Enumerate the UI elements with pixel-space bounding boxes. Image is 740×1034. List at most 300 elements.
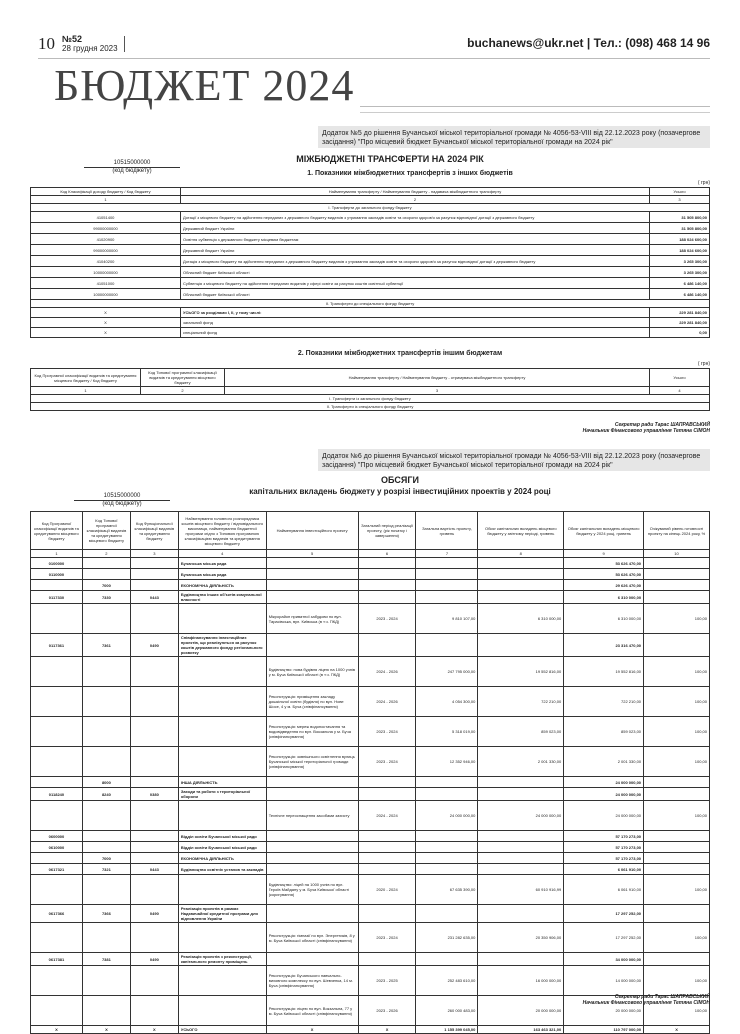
issue-info [62, 35, 118, 53]
table-cell: Бучанська міська рада [178, 569, 266, 580]
table-cell [358, 558, 416, 569]
table-cell [358, 580, 416, 591]
table-cell: 100,00 [644, 717, 710, 747]
table-cell: 7330 [82, 591, 130, 604]
table-cell: ЕКОНОМІЧНА ДІЯЛЬНІСТЬ [178, 853, 266, 864]
table-cell: 6 [358, 550, 416, 558]
table-cell: 100,00 [644, 687, 710, 717]
table-cell: Будівництво інших об'єктів комунальної власності [178, 591, 266, 604]
table-cell: X [266, 1026, 358, 1034]
table-row [31, 558, 710, 569]
table-cell: 31 505 800,00 [650, 212, 710, 223]
table-cell [416, 580, 478, 591]
table-section-row [31, 204, 710, 212]
table-cell [644, 777, 710, 788]
table-cell: 57 170 273,00 [564, 831, 644, 842]
table-header-row [31, 512, 710, 550]
table-cell [31, 853, 83, 864]
table-section-row: II. Трансферти із спеціального фонду бюджету [31, 403, 710, 411]
table-cell [358, 831, 416, 842]
table-cell: 34 000 000,00 [564, 953, 644, 966]
table-cell [416, 634, 478, 657]
col-header: Код Програмної класифікації видатків та кредитування місцевого бюджету / Код бюджету [31, 369, 141, 387]
table-cell: 16 000 000,00 [478, 966, 564, 996]
table-cell [416, 953, 478, 966]
doc2-title: ОБСЯГИ [381, 475, 419, 485]
table-cell [31, 747, 83, 777]
table-cell [266, 905, 358, 923]
table-cell: 10000000000 [31, 289, 181, 300]
table-cell: Будівництво: нова будівля ліцею на 1000 учнів у м. Буча Київської області (в т.ч. ПКД) [266, 657, 358, 687]
table-cell [82, 842, 130, 853]
col-header: Усього [650, 369, 710, 387]
title-rule-2 [360, 112, 710, 113]
table-cell [644, 558, 710, 569]
table-cell: 99000000000 [31, 245, 181, 256]
table-cell: 19 552 816,00 [564, 657, 644, 687]
table-cell: Реконструкція: ліцею по вул. Вокзальна, 77 у м. Буча Київської області (співфінансування) [266, 996, 358, 1026]
table-cell: X [130, 1026, 178, 1034]
doc1-budget-code: 10515000000 (код бюджету) [84, 160, 180, 174]
table-cell [416, 591, 478, 604]
table-num-row [31, 550, 710, 558]
table-cell [130, 569, 178, 580]
table-cell [130, 604, 178, 634]
table-row [31, 905, 710, 923]
table-cell: 8240 [82, 788, 130, 801]
table-row [31, 212, 710, 223]
table-cell: 7366 [82, 905, 130, 923]
table-cell [130, 580, 178, 591]
table-cell: 17 297 252,00 [564, 923, 644, 953]
table-cell [478, 580, 564, 591]
table-num-row [31, 196, 710, 204]
table-cell: 99000000000 [31, 223, 181, 234]
table-cell: 7000 [82, 580, 130, 591]
table-cell [416, 842, 478, 853]
table-cell [130, 853, 178, 864]
table-cell: Бучанська міська рада [178, 558, 266, 569]
table-cell [416, 777, 478, 788]
table-cell [416, 558, 478, 569]
table-cell: 3 [650, 196, 710, 204]
table-cell: 53 626 470,00 [564, 558, 644, 569]
table-cell [266, 634, 358, 657]
table-cell: 0490 [130, 953, 178, 966]
table-cell [31, 996, 83, 1026]
table-cell: 0117361 [31, 634, 83, 657]
doc1-part2-title: 2. Показники міжбюджетних трансфертів іншим бюджетам [297, 350, 503, 357]
col-header: Найменування інвестиційного проекту [266, 512, 358, 550]
table-cell: 23 316 470,00 [564, 634, 644, 657]
col-header: Код Типової програмної класифікації видатків та кредитування місцевого бюджету [141, 369, 225, 387]
table-cell: 12 352 946,00 [416, 747, 478, 777]
table-cell: Реконструкція: приміщення закладу дошкільної освіти (будівля) по вул. Нове Шосе, 4 у м. Буча (співфінансування) [266, 687, 358, 717]
table-cell [178, 966, 266, 996]
header-rule [38, 58, 710, 59]
table-cell: Будівництво: ліцей на 1000 учнів по вул. Героїв Майдану у м. Буча Київської області (коригування) [266, 875, 358, 905]
table-cell: 2023 - 2024 [358, 747, 416, 777]
table-cell [130, 842, 178, 853]
col-header: Загальний період реалізації проекту, (рік початку і завершення) [358, 512, 416, 550]
table-row [31, 657, 710, 687]
table-cell: 0490 [130, 905, 178, 923]
table-cell: 100,00 [644, 875, 710, 905]
table-cell: Обласний бюджет Київської області [181, 267, 650, 278]
table-cell [266, 853, 358, 864]
table-cell: Державний бюджет України [181, 223, 650, 234]
table-cell: 24 000 000,00 [564, 777, 644, 788]
table-cell: 24 000 000,00 [564, 801, 644, 831]
table-cell: X [31, 318, 181, 328]
transfers-in-table [30, 187, 710, 338]
table-cell: X [358, 1026, 416, 1034]
table-cell [358, 788, 416, 801]
table-cell: Співфінансування інвестиційних проектів, що реалізуються за рахунок коштів державного фонду регіонального розвитку [178, 634, 266, 657]
table-cell [266, 831, 358, 842]
table-cell: 0610000 [31, 842, 83, 853]
col-header: Загальна вартість проекту, гривень [416, 512, 478, 550]
table-cell [178, 717, 266, 747]
table-cell: 2023 - 2024 [358, 717, 416, 747]
table-cell [130, 996, 178, 1026]
page-header [38, 34, 710, 56]
table-cell: Мікрорайон приватної забудови по вул. Тарасівська, вул. Київська (в т.ч. ПКД) [266, 604, 358, 634]
table-cell: 163 463 321,00 [478, 1026, 564, 1034]
table-cell [130, 687, 178, 717]
doc1-units: ( грн) [697, 180, 710, 186]
table-cell [130, 558, 178, 569]
col-header: Код Програмної класифікації видатків та кредитування місцевого бюджету [31, 512, 83, 550]
table-cell [266, 953, 358, 966]
table-cell: 24 000 000,00 [478, 801, 564, 831]
table-cell: 4 [178, 550, 266, 558]
table-cell [130, 801, 178, 831]
table-cell: 24 000 000,00 [564, 788, 644, 801]
table-cell: загальний фонд [181, 318, 650, 328]
table-cell [416, 788, 478, 801]
table-cell: 3 265 300,00 [650, 267, 710, 278]
table-cell: 0490 [130, 634, 178, 657]
signature-finance-head: Начальник Фінансового управління Тетяна СІМОН [582, 428, 710, 434]
table-cell: Дотація з місцевого бюджету на здійснення переданих з державного бюджету видатків з утримання закладів освіти та охорони здоров'я за рахунок відповідної дотації з державного бюджету [181, 256, 650, 267]
table-cell: Відділ освіти Бучанської міської ради [178, 831, 266, 842]
table-cell [31, 777, 83, 788]
table-cell: 67 635 390,00 [416, 875, 478, 905]
table-row [31, 289, 710, 300]
doc1-units-2: ( грн) [697, 361, 710, 367]
table-row [31, 580, 710, 591]
table-cell [644, 831, 710, 842]
table-cell: 0100000 [31, 558, 83, 569]
table-row [31, 788, 710, 801]
table-cell [82, 604, 130, 634]
table-cell: 7000 [82, 853, 130, 864]
table-cell: 41051000 [31, 278, 181, 289]
table-cell: Субвенція з місцевого бюджету на здійснення переданих видатків у сфері освіти за рахунок коштів освітньої субвенції [181, 278, 650, 289]
table-cell: 247 795 000,00 [416, 657, 478, 687]
page-number: 10 [38, 34, 55, 53]
table-cell: 231 282 635,00 [416, 923, 478, 953]
table-cell: Технічне переоснащення засобами захисту [266, 801, 358, 831]
doc2-budget-code: 10515000000 (код бюджету) [74, 493, 170, 507]
table-cell [82, 875, 130, 905]
doc1-title: МІЖБЮДЖЕТНІ ТРАНСФЕРТИ НА 2024 РІК [296, 154, 484, 164]
table-cell: 1 155 399 045,00 [416, 1026, 478, 1034]
table-cell: 20 350 906,00 [478, 923, 564, 953]
table-cell: 14 000 000,00 [564, 966, 644, 996]
table-cell: 5 318 019,00 [416, 717, 478, 747]
table-cell [478, 831, 564, 842]
table-cell: 260 000 483,00 [416, 996, 478, 1026]
table-cell: I. Трансферти до загального фонду бюджету [31, 204, 710, 212]
table-cell: 9 [564, 550, 644, 558]
table-cell: 6 061 910,00 [564, 875, 644, 905]
table-cell [31, 875, 83, 905]
table-cell [31, 604, 83, 634]
table-cell [416, 853, 478, 864]
table-cell [82, 966, 130, 996]
table-cell [178, 687, 266, 717]
table-cell: УСЬОГО [178, 1026, 266, 1034]
table-cell: 722 210,00 [478, 687, 564, 717]
table-cell [31, 580, 83, 591]
table-cell [644, 864, 710, 875]
table-header-row [31, 369, 710, 387]
doc1-signatures [583, 422, 710, 434]
table-cell [31, 657, 83, 687]
table-cell: Заходи та роботи з територіальної оборони [178, 788, 266, 801]
header-divider [124, 36, 125, 52]
table-cell: Реалізація проектів в рамках Надзвичайної кредитної програми для відновлення України [178, 905, 266, 923]
table-cell: X [31, 308, 181, 318]
table-cell: 53 626 470,00 [564, 569, 644, 580]
table-row [31, 923, 710, 953]
table-cell: Реконструкція: Бучанського навчально-виховного комплексу по вул. Шевченка, 14 м. Буча (співфінансування) [266, 966, 358, 996]
table-row [31, 256, 710, 267]
table-cell: 24 000 000,00 [416, 801, 478, 831]
table-cell: Будівництво освітніх установ та закладів [178, 864, 266, 875]
table-cell: 6 486 140,00 [650, 289, 710, 300]
table-cell [478, 788, 564, 801]
col-header: Найменування головного розпорядника коштів місцевого бюджету / відповідального виконавця, найменування бюджетної програми згідно з Типовою програмною класифікацією видатків та кредитування місцевого бюджету [178, 512, 266, 550]
table-total-row [31, 1026, 710, 1034]
table-cell: 0443 [130, 591, 178, 604]
table-cell: 0380 [130, 788, 178, 801]
table-cell: 188 024 600,00 [650, 234, 710, 245]
table-cell: 100,00 [644, 801, 710, 831]
table-cell: 7361 [82, 634, 130, 657]
table-cell: 7321 [82, 864, 130, 875]
table-cell [31, 801, 83, 831]
signature-secretary: Секретар ради Тарас ШАПРАВСЬКИЙ [614, 994, 710, 1000]
table-cell: Реконструкція: гімназії по вул. Энергетиків, 8 у м. Буча Київської області (співфінансування) [266, 923, 358, 953]
table-num-row: 1 2 3 4 [31, 387, 710, 395]
table-cell [644, 905, 710, 923]
table-cell [266, 591, 358, 604]
table-cell: 2 001 330,00 [478, 747, 564, 777]
table-cell: 7 [416, 550, 478, 558]
table-cell [130, 923, 178, 953]
table-cell: 100,00 [644, 604, 710, 634]
table-cell [644, 788, 710, 801]
table-cell [130, 777, 178, 788]
table-cell: спеціальний фонд [181, 328, 650, 338]
table-cell: 0600000 [31, 831, 83, 842]
table-cell: 722 210,00 [564, 687, 644, 717]
col-header: Код Класифікації доходу бюджету / Код бюджету [31, 188, 181, 196]
table-cell [82, 717, 130, 747]
table-cell [82, 687, 130, 717]
table-cell: X [82, 1026, 130, 1034]
table-cell: 6 486 140,00 [650, 278, 710, 289]
table-cell: 110 797 000,00 [564, 1026, 644, 1034]
table-cell: 2023 - 2024 [358, 923, 416, 953]
table-cell [31, 687, 83, 717]
table-cell [478, 558, 564, 569]
table-cell: 2023 - 2026 [358, 996, 416, 1026]
table-cell: 41051400 [31, 212, 181, 223]
doc2-subtitle: капітальних вкладень бюджету у розрізі інвестиційних проектів у 2024 році [249, 487, 551, 496]
col-header: Усього [650, 188, 710, 196]
table-cell [82, 801, 130, 831]
table-cell [478, 777, 564, 788]
section-title: БЮДЖЕТ 2024 [54, 61, 355, 110]
table-cell: 6 310 000,00 [564, 604, 644, 634]
table-cell: 57 170 273,00 [564, 842, 644, 853]
table-cell [266, 864, 358, 875]
table-cell [82, 996, 130, 1026]
table-cell: Реконструкція: зовнішнього освітлення вулиць Бучанської міської територіальної громади (співфінансування) [266, 747, 358, 777]
table-cell [130, 831, 178, 842]
table-cell: 60 910 916,99 [478, 875, 564, 905]
table-cell [644, 842, 710, 853]
table-cell [416, 831, 478, 842]
doc1-part1-title: 1. Показники міжбюджетних трансфертів з інших бюджетів [307, 170, 513, 177]
table-cell [130, 966, 178, 996]
table-cell [478, 842, 564, 853]
issue-number: №52 [62, 34, 83, 44]
table-cell: 57 170 273,00 [564, 853, 644, 864]
col-header: Обсяг капітальних вкладень місцевого бюджету у звітному періоді, гривень [478, 512, 564, 550]
col-header: Найменування трансферту / Найменування бюджету - отримувача міжбюджетного трансферту [225, 369, 650, 387]
col-header: Код Функціональної класифікації видатків та кредитування бюджету [130, 512, 178, 550]
table-cell [644, 580, 710, 591]
table-cell: 252 483 610,00 [416, 966, 478, 996]
table-cell: 2 001 330,00 [564, 747, 644, 777]
table-cell [644, 569, 710, 580]
table-cell: УСЬОГО за розділами I, II, у тому числі: [181, 308, 650, 318]
table-cell [358, 777, 416, 788]
table-cell: X [31, 328, 181, 338]
table-cell: Державний бюджет України [181, 245, 650, 256]
table-cell: 9 810 107,00 [416, 604, 478, 634]
table-cell: 41040200 [31, 256, 181, 267]
table-cell [178, 875, 266, 905]
table-cell [178, 923, 266, 953]
table-cell [31, 717, 83, 747]
table-cell: 100,00 [644, 966, 710, 996]
table-cell [178, 747, 266, 777]
table-cell: 8 [478, 550, 564, 558]
table-total-row [31, 318, 710, 328]
table-cell: 229 281 840,00 [650, 308, 710, 318]
table-cell: 20 000 000,00 [478, 996, 564, 1026]
table-row [31, 604, 710, 634]
table-cell: 5 [266, 550, 358, 558]
table-cell [416, 905, 478, 923]
table-cell: 2020 - 2024 [358, 875, 416, 905]
table-row [31, 777, 710, 788]
table-cell: 2023 - 2025 [358, 966, 416, 996]
table-cell [82, 923, 130, 953]
table-cell [82, 558, 130, 569]
table-cell: 1 [31, 196, 181, 204]
table-cell: ЕКОНОМІЧНА ДІЯЛЬНІСТЬ [178, 580, 266, 591]
table-cell: 2024 - 2024 [358, 801, 416, 831]
table-cell: X [31, 1026, 83, 1034]
table-cell [266, 558, 358, 569]
table-cell [358, 864, 416, 875]
table-row [31, 864, 710, 875]
table-cell: 0617321 [31, 864, 83, 875]
table-cell [130, 747, 178, 777]
table-cell [31, 923, 83, 953]
table-cell [266, 580, 358, 591]
table-cell: 188 024 600,00 [650, 245, 710, 256]
annex-5-note: Додаток №5 до рішення Бучанської міської територіальної громади № 4056-53-VIII від 22.12.2023 року (позачергове засідання) "Про місцевий бюджет Бучанської міської територіальної громади на 2024 рік" [318, 126, 710, 148]
table-cell: Дотації з місцевого бюджету на здійснення переданих з державного бюджету видатків з утримання закладів освіти та охорони здоров'я за рахунок відповідної дотації з державного бюджету [181, 212, 650, 223]
table-cell [31, 966, 83, 996]
contact-info: buchanews@ukr.net | Тел.: (098) 468 14 96 [467, 36, 710, 50]
issue-date: 28 грудня 2023 [62, 44, 118, 53]
table-cell: 1 [31, 550, 83, 558]
table-row [31, 569, 710, 580]
table-row [31, 267, 710, 278]
table-total-row [31, 308, 710, 318]
table-cell: 6 061 910,00 [564, 864, 644, 875]
table-cell: X [644, 1026, 710, 1034]
table-cell: 0110000 [31, 569, 83, 580]
col-header: Найменування трансферту / Найменування бюджету - надавача міжбюджетного трансферту [181, 188, 650, 196]
table-cell: II. Трансферти до спеціального фонду бюджету [31, 300, 710, 308]
table-cell [358, 953, 416, 966]
table-header-row [31, 188, 710, 196]
table-cell [130, 717, 178, 747]
table-cell: 4 054 300,00 [416, 687, 478, 717]
table-cell [478, 853, 564, 864]
table-cell: 7381 [82, 953, 130, 966]
table-section-row [31, 300, 710, 308]
table-cell: 859 023,00 [478, 717, 564, 747]
table-row [31, 801, 710, 831]
table-cell: 17 297 252,00 [564, 905, 644, 923]
title-rule [360, 106, 710, 107]
table-cell [478, 569, 564, 580]
table-cell: Реалізація проектів з реконструкції, капітального ремонту приміщень [178, 953, 266, 966]
table-cell: 229 281 840,00 [650, 318, 710, 328]
table-cell [266, 788, 358, 801]
table-cell [130, 875, 178, 905]
table-cell [358, 905, 416, 923]
doc2-signatures [583, 994, 710, 1006]
table-cell: 2023 - 2024 [358, 604, 416, 634]
table-cell [644, 634, 710, 657]
table-cell [178, 801, 266, 831]
table-cell: 6 310 000,00 [564, 591, 644, 604]
table-cell: 0617366 [31, 905, 83, 923]
table-row [31, 842, 710, 853]
